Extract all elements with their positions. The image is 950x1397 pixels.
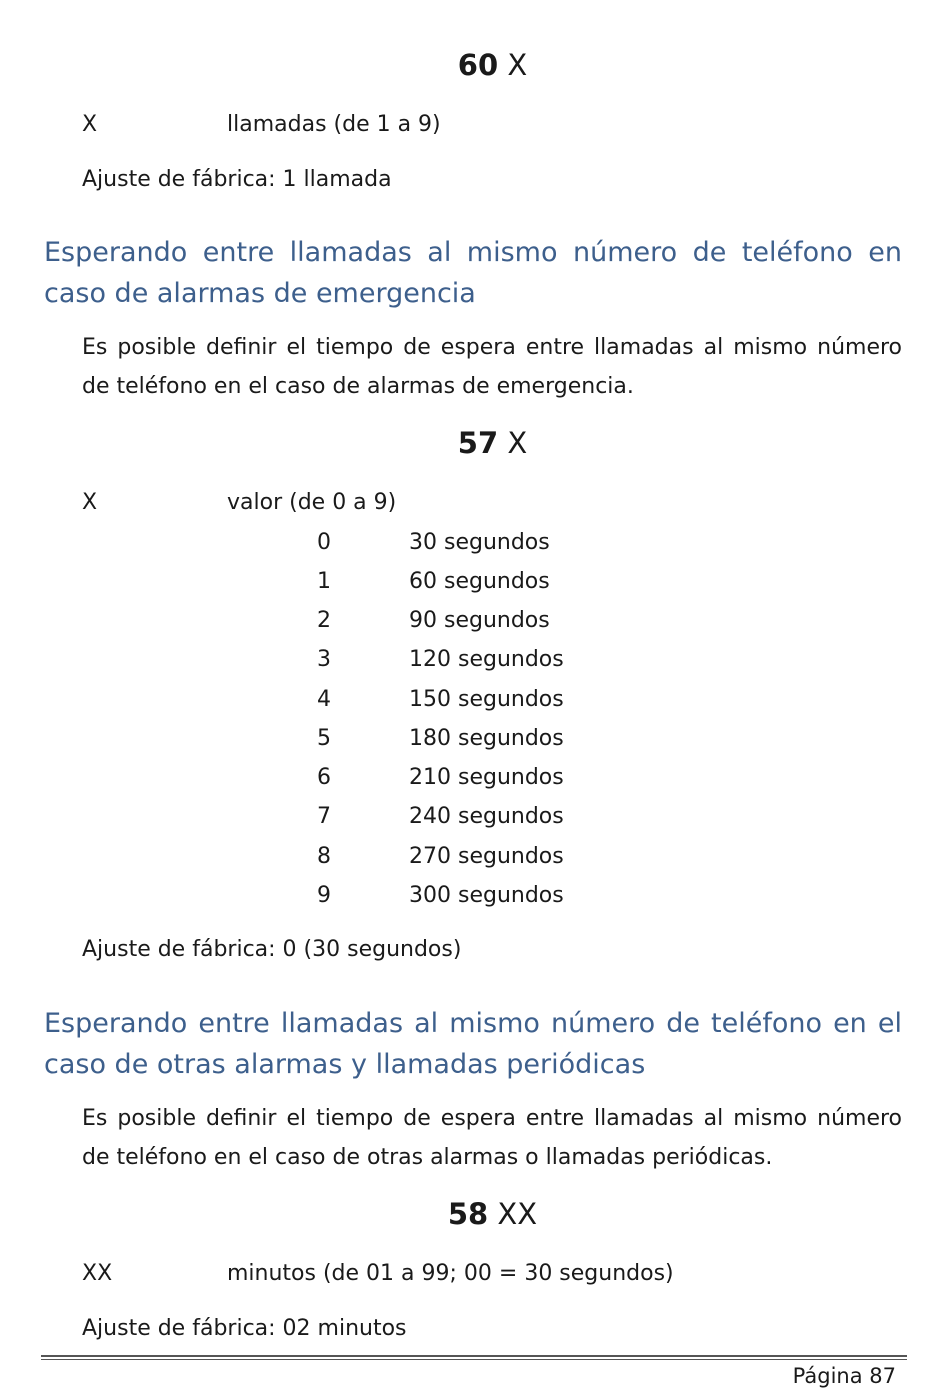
- value-label: 180 segundos: [409, 726, 564, 751]
- param-name: XX: [82, 1261, 113, 1286]
- value-number: 6: [317, 765, 331, 790]
- section-paragraph-emergency: Es posible definir el tiempo de espera entre llamadas al mismo número de teléfono en el caso de alarmas de emergencia.: [82, 335, 902, 399]
- section-paragraph-other-alarms: Es posible definir el tiempo de espera entre llamadas al mismo número de teléfono en el caso de otras alarmas o llamadas periódicas.: [82, 1106, 902, 1170]
- code-parameter: XX: [497, 1197, 538, 1231]
- value-number: 8: [317, 844, 331, 869]
- section-heading-other-alarms: Esperando entre llamadas al mismo número de teléfono en el caso de otras alarmas y llamadas periódicas: [44, 1008, 902, 1080]
- value-label: 120 segundos: [409, 647, 564, 672]
- code-57: [0, 426, 950, 460]
- code-58: [0, 1197, 950, 1231]
- param-name: X: [82, 112, 98, 137]
- code-number: 58: [447, 1197, 489, 1231]
- value-label: 150 segundos: [409, 687, 564, 712]
- value-label: 60 segundos: [409, 569, 550, 594]
- code-parameter: X: [507, 48, 528, 82]
- value-number: 2: [317, 608, 331, 633]
- param-description: valor (de 0 a 9): [227, 490, 397, 515]
- value-number: 1: [317, 569, 331, 594]
- value-label: 240 segundos: [409, 804, 564, 829]
- factory-default: Ajuste de fábrica: 0 (30 segundos): [82, 937, 462, 962]
- page-number: Página 87: [792, 1364, 896, 1388]
- value-number: 9: [317, 883, 331, 908]
- value-number: 5: [317, 726, 331, 751]
- param-name: X: [82, 490, 98, 515]
- value-number: 4: [317, 687, 331, 712]
- footer-rule: [41, 1355, 907, 1357]
- value-label: 90 segundos: [409, 608, 550, 633]
- factory-default: Ajuste de fábrica: 02 minutos: [82, 1316, 407, 1341]
- code-number: 57: [457, 426, 499, 460]
- section-heading-emergency: Esperando entre llamadas al mismo número de teléfono en caso de alarmas de emergencia: [44, 237, 902, 309]
- code-60: [0, 48, 950, 82]
- value-number: 3: [317, 647, 331, 672]
- factory-default: Ajuste de fábrica: 1 llamada: [82, 167, 392, 192]
- value-label: 210 segundos: [409, 765, 564, 790]
- code-number: 60: [457, 48, 499, 82]
- footer-rule-thin: [41, 1359, 907, 1360]
- param-description: minutos (de 01 a 99; 00 = 30 segundos): [227, 1261, 674, 1286]
- param-description: llamadas (de 1 a 9): [227, 112, 441, 137]
- value-label: 30 segundos: [409, 530, 550, 555]
- value-label: 300 segundos: [409, 883, 564, 908]
- value-label: 270 segundos: [409, 844, 564, 869]
- code-parameter: X: [507, 426, 528, 460]
- value-number: 0: [317, 530, 331, 555]
- value-number: 7: [317, 804, 331, 829]
